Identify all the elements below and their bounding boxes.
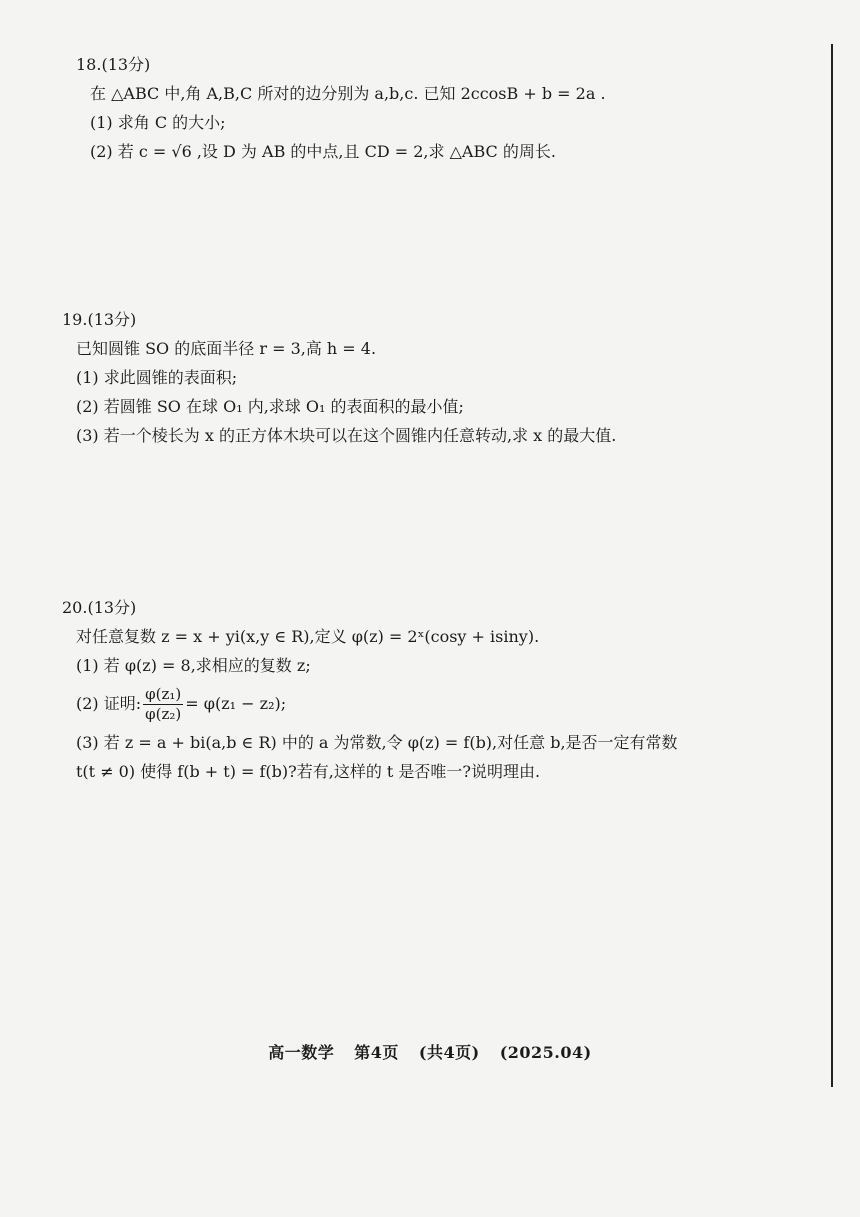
problem-part-1: (1) 求此圆锥的表面积; — [76, 368, 238, 387]
problem-stem: 已知圆锥 SO 的底面半径 r = 3,高 h = 4. — [76, 339, 377, 358]
footer-date: (2025.04) — [499, 1043, 592, 1062]
problem-number: 18. — [76, 55, 102, 74]
problem-part-1: (1) 求角 C 的大小; — [90, 113, 226, 132]
problem-header — [62, 593, 678, 622]
margin-rule — [831, 44, 833, 1087]
problem-part-3: (3) 若一个棱长为 x 的正方体木块可以在这个圆锥内任意转动,求 x 的最大值. — [76, 426, 617, 445]
fraction-denominator: φ(z₂) — [145, 705, 182, 723]
problem-stem: 对任意复数 z = x + yi(x,y ∈ R),定义 φ(z) = 2ˣ(cosy + isiny). — [76, 627, 540, 646]
fraction — [143, 685, 183, 724]
problem-part-3-continued: t(t ≠ 0) 使得 f(b + t) = f(b)?若有,这样的 t 是否唯一?说明理由. — [76, 762, 541, 781]
problem-stem: 在 △ABC 中,角 A,B,C 所对的边分别为 a,b,c. 已知 2ccosB + b = 2a . — [90, 84, 606, 103]
problem-20 — [62, 593, 678, 786]
problem-18 — [76, 50, 606, 166]
footer-page: 第4页 — [354, 1043, 399, 1062]
problem-header — [62, 305, 616, 334]
problem-part-3: (3) 若 z = a + bi(a,b ∈ R) 中的 a 为常数,令 φ(z) = f(b),对任意 b,是否一定有常数 — [76, 733, 678, 752]
problem-part-1: (1) 若 φ(z) = 8,求相应的复数 z; — [76, 656, 311, 675]
page-footer — [0, 1040, 860, 1063]
fraction-numerator: φ(z₁) — [145, 685, 182, 703]
problem-part-2 — [62, 680, 678, 728]
footer-subject: 高一数学 — [268, 1043, 335, 1062]
part-2-suffix: = φ(z₁ − z₂); — [185, 694, 287, 713]
problem-points: (13分) — [87, 310, 137, 329]
problem-part-2: (2) 若 c = √6 ,设 D 为 AB 的中点,且 CD = 2,求 △ABC 的周长. — [90, 142, 556, 161]
problem-number: 19. — [62, 310, 88, 329]
problem-number: 20. — [62, 598, 88, 617]
footer-total: (共4页) — [418, 1043, 480, 1062]
problem-points: (13分) — [87, 598, 137, 617]
problem-19 — [62, 305, 616, 450]
problem-part-2: (2) 若圆锥 SO 在球 O₁ 内,求球 O₁ 的表面积的最小值; — [76, 397, 464, 416]
problem-points: (13分) — [101, 55, 151, 74]
part-2-prefix: (2) 证明: — [76, 694, 142, 713]
problem-header — [76, 50, 606, 79]
